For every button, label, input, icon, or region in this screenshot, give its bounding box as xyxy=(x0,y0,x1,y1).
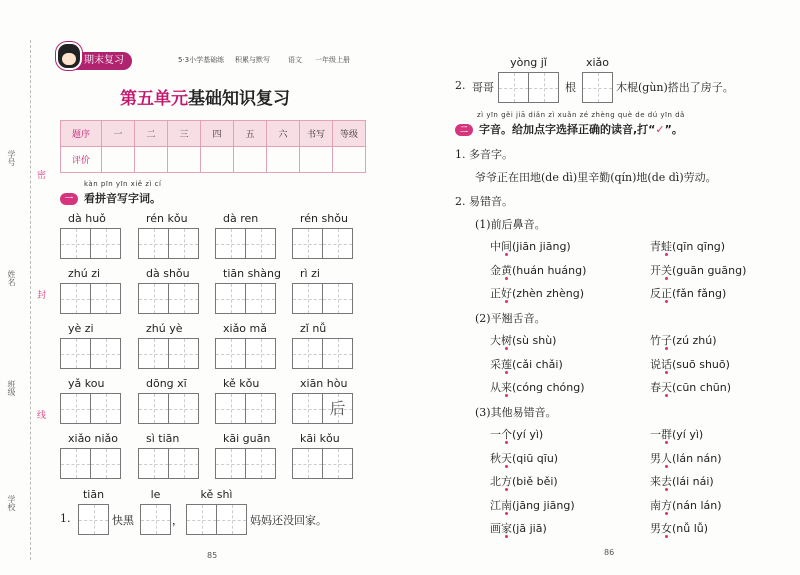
emphasis-dot-icon xyxy=(505,394,508,397)
sentence-text-3: 妈妈还没回家。 xyxy=(250,514,327,527)
pinyin-options: (nǚ lǚ) xyxy=(672,522,709,535)
sub2-part2-title: (2)平翘舌音。 xyxy=(475,312,546,325)
pinyin-label: zhú yè xyxy=(146,322,183,335)
blank-pinyin: kě shì xyxy=(200,488,233,501)
writing-box[interactable] xyxy=(323,393,353,424)
pinyin-label: tiān shàng xyxy=(223,267,281,280)
emphasis-dot-icon xyxy=(505,300,508,303)
writing-box[interactable] xyxy=(292,338,323,369)
q2-text-2: 根 xyxy=(565,81,576,94)
pinyin-word-item xyxy=(292,377,353,424)
pinyin-label: zǐ nǚ xyxy=(300,322,327,335)
pinyin-options: (lán nán) xyxy=(672,451,722,465)
word-characters: 江南 xyxy=(490,498,512,512)
section1-heading xyxy=(60,190,161,206)
pinyin-label: sì tiān xyxy=(146,432,180,445)
score-input-cell[interactable] xyxy=(234,147,267,173)
pinyin-word-item xyxy=(215,212,276,259)
gutter-label-student-id: 学号 xyxy=(7,150,16,166)
pinyin-word-item xyxy=(292,267,353,314)
writing-box[interactable] xyxy=(292,393,323,424)
pinyin-options: (qīn qīng) xyxy=(672,240,726,253)
writing-box[interactable] xyxy=(169,448,199,479)
pronunciation-choice-item[interactable] xyxy=(490,473,558,489)
writing-box[interactable] xyxy=(215,338,246,369)
emphasis-dot-icon xyxy=(505,488,508,491)
score-input-cell[interactable] xyxy=(201,147,234,173)
word-characters: 从来 xyxy=(490,381,512,394)
pinyin-label: rì zi xyxy=(300,267,320,280)
pinyin-options: (jiān jiāng) xyxy=(512,240,571,253)
pinyin-label: kāi kǒu xyxy=(300,432,340,445)
writing-box[interactable] xyxy=(323,338,353,369)
pinyin-label: kě kǒu xyxy=(223,377,260,390)
header-series: 5·3小学基础练 xyxy=(178,56,225,64)
page-number-right: 86 xyxy=(604,548,615,557)
writing-box[interactable] xyxy=(60,393,91,424)
word-characters: 采莲 xyxy=(490,357,512,371)
emphasis-dot-icon xyxy=(505,347,508,350)
gutter-label-name: 姓名 xyxy=(7,270,16,286)
pronunciation-choice-item[interactable] xyxy=(490,262,586,278)
header-grade: 一年级上册 xyxy=(315,56,350,64)
pinyin-word-item xyxy=(60,377,121,424)
header-topic: 积累与默写 xyxy=(235,56,270,64)
score-header-cell: 等级 xyxy=(333,121,366,147)
writing-box[interactable] xyxy=(323,448,353,479)
pronunciation-choice-item[interactable] xyxy=(650,238,725,254)
pinyin-label: yè zi xyxy=(68,322,94,335)
emphasis-dot-icon xyxy=(665,441,668,444)
writing-box[interactable] xyxy=(60,338,91,369)
emphasis-dot-icon xyxy=(665,512,668,515)
word-characters: 北方 xyxy=(490,475,512,488)
emphasis-dot-icon xyxy=(505,441,508,444)
title-unit: 第五单元 xyxy=(120,89,188,109)
pronunciation-choice-item[interactable] xyxy=(490,332,556,348)
pinyin-options: (cūn chūn) xyxy=(672,381,732,394)
blank-pinyin: xiǎo xyxy=(585,56,610,69)
word-characters: 秋天 xyxy=(490,451,512,465)
writing-box[interactable] xyxy=(498,72,529,103)
score-header-cell: 书写 xyxy=(300,121,333,147)
pinyin-word-item xyxy=(138,267,199,314)
pronunciation-choice-item[interactable] xyxy=(650,262,746,278)
pinyin-label: rén shǒu xyxy=(300,212,348,225)
gutter-label-class: 班级 xyxy=(7,380,16,396)
pronunciation-choice-item[interactable] xyxy=(650,379,731,395)
sentence-number: 1. xyxy=(60,512,71,525)
pinyin-word-item xyxy=(60,267,121,314)
pinyin-options: (yí yì) xyxy=(512,428,544,441)
pinyin-options: (huán huáng) xyxy=(512,263,587,277)
writing-box[interactable] xyxy=(91,448,121,479)
pinyin-word-item xyxy=(215,322,276,369)
sentence-text-1: 快黑 xyxy=(112,514,134,527)
score-header-cell: 五 xyxy=(234,121,267,147)
writing-box[interactable] xyxy=(246,448,276,479)
word-characters: 来去 xyxy=(650,475,672,488)
writing-box[interactable] xyxy=(323,283,353,314)
writing-box[interactable] xyxy=(529,72,559,103)
binding-line xyxy=(30,40,31,560)
pinyin-label: xiǎo niǎo xyxy=(68,432,119,445)
gutter-mark-line: 线 xyxy=(35,410,45,419)
score-input-cell[interactable] xyxy=(102,147,135,173)
writing-box[interactable] xyxy=(140,504,171,535)
sub2-title: 2. 易错音。 xyxy=(455,195,513,208)
pronunciation-choice-item[interactable] xyxy=(490,356,563,372)
pinyin-label: kāi guān xyxy=(223,432,271,445)
writing-box[interactable] xyxy=(246,283,276,314)
writing-box[interactable] xyxy=(292,228,323,259)
pinyin-word-item xyxy=(215,267,281,314)
mascot-icon xyxy=(56,42,82,70)
section2-pinyin: zì yīn gěi jiā diǎn zì xuǎn zé zhèng què de dú yīn dǎ xyxy=(477,111,685,119)
score-header-cell: 三 xyxy=(168,121,201,147)
score-table xyxy=(60,120,366,173)
writing-box[interactable] xyxy=(138,283,169,314)
word-characters: 一个 xyxy=(490,428,512,441)
score-header-cell: 题序 xyxy=(61,121,102,147)
writing-box[interactable] xyxy=(169,393,199,424)
q2-number: 2. xyxy=(455,79,466,92)
pinyin-label: zhú zi xyxy=(68,267,101,280)
writing-box[interactable] xyxy=(91,283,121,314)
emphasis-dot-icon xyxy=(665,300,668,303)
writing-box[interactable] xyxy=(60,228,91,259)
score-header-cell: 二 xyxy=(135,121,168,147)
writing-box[interactable] xyxy=(215,448,246,479)
pinyin-label: yǎ kou xyxy=(68,377,105,390)
writing-box[interactable] xyxy=(138,393,169,424)
writing-box[interactable] xyxy=(215,228,246,259)
emphasis-dot-icon xyxy=(505,535,508,538)
pinyin-word-item xyxy=(60,432,121,479)
writing-box[interactable] xyxy=(246,228,276,259)
writing-box[interactable] xyxy=(91,228,121,259)
emphasis-dot-icon xyxy=(665,277,668,280)
score-input-cell[interactable] xyxy=(300,147,333,173)
writing-box[interactable] xyxy=(215,283,246,314)
q2-text-1: 哥哥 xyxy=(472,81,494,94)
writing-box[interactable] xyxy=(60,448,91,479)
pinyin-word-item xyxy=(292,212,353,259)
writing-box[interactable] xyxy=(169,338,199,369)
pinyin-word-item xyxy=(138,377,199,424)
writing-box[interactable] xyxy=(217,504,247,535)
section1-number: 一 xyxy=(60,193,78,205)
score-row-label: 评价 xyxy=(61,147,102,173)
section2-title-end: ”。 xyxy=(664,123,683,136)
pronunciation-choice-item[interactable] xyxy=(490,497,575,513)
pronunciation-choice-item[interactable] xyxy=(650,520,708,536)
pinyin-label: rén kǒu xyxy=(146,212,188,225)
section2-number: 二 xyxy=(455,124,473,136)
sentence-text-2: ， xyxy=(172,514,183,527)
pinyin-options: (guān guāng) xyxy=(672,263,747,277)
sub1-title: 1. 多音字。 xyxy=(455,148,513,161)
pinyin-label: dà ren xyxy=(223,212,259,225)
section2-title: 字音。给加点字选择正确的读音,打“ xyxy=(479,123,656,136)
emphasis-dot-icon xyxy=(665,488,668,491)
word-characters: 开关 xyxy=(650,263,672,277)
word-characters: 中间 xyxy=(490,240,512,253)
pinyin-options: (biě běi) xyxy=(512,475,558,488)
score-input-cell[interactable] xyxy=(267,147,300,173)
sentence-blank-3 xyxy=(186,488,247,535)
emphasis-dot-icon xyxy=(505,465,508,468)
q2-blank-1 xyxy=(498,56,559,103)
emphasis-dot-icon xyxy=(665,347,668,350)
sub2-part3-title: (3)其他易错音。 xyxy=(475,406,557,419)
pronunciation-choice-item[interactable] xyxy=(650,450,722,466)
pinyin-word-item xyxy=(138,432,199,479)
pronunciation-choice-item[interactable] xyxy=(490,238,571,254)
emphasis-dot-icon xyxy=(505,371,508,374)
pronunciation-choice-item[interactable] xyxy=(490,450,558,466)
section1-title: 看拼音写字词。 xyxy=(84,192,161,205)
writing-box[interactable] xyxy=(60,283,91,314)
q2-text-3: 木棍(gùn)搭出了房子。 xyxy=(616,81,734,94)
writing-box[interactable] xyxy=(582,72,613,103)
right-page xyxy=(400,0,800,575)
writing-box[interactable] xyxy=(169,283,199,314)
pinyin-label: dà shǒu xyxy=(146,267,190,280)
pinyin-options: (qiū qīu) xyxy=(512,451,559,465)
blank-pinyin: yòng jǐ xyxy=(510,56,547,69)
word-characters: 画家 xyxy=(490,522,512,535)
writing-box[interactable] xyxy=(186,504,217,535)
pinyin-options: (yí yì) xyxy=(672,428,704,441)
word-characters: 男女 xyxy=(650,522,672,535)
section1-pinyin: kàn pīn yīn xiě zì cí xyxy=(84,180,162,188)
pronunciation-choice-item[interactable] xyxy=(650,497,722,513)
writing-box[interactable] xyxy=(91,338,121,369)
writing-box[interactable] xyxy=(169,228,199,259)
writing-box[interactable] xyxy=(138,338,169,369)
blank-pinyin: le xyxy=(150,488,161,501)
word-characters: 正好 xyxy=(490,287,512,300)
word-characters: 南方 xyxy=(650,498,672,512)
pronunciation-choice-item[interactable] xyxy=(650,356,730,372)
word-characters: 大树 xyxy=(490,334,512,347)
pinyin-word-item xyxy=(60,322,121,369)
checkmark-icon: ✓ xyxy=(655,123,665,136)
pinyin-word-item xyxy=(292,322,353,369)
writing-box[interactable] xyxy=(215,393,246,424)
gutter-mark-seal-2: 封 xyxy=(35,290,45,299)
pronunciation-choice-item[interactable] xyxy=(490,379,585,395)
emphasis-dot-icon xyxy=(665,371,668,374)
pinyin-options: (fǎn fǎng) xyxy=(672,287,727,300)
header-subject: 语文 xyxy=(288,56,302,64)
sentence-blank-2 xyxy=(140,488,171,535)
writing-box[interactable] xyxy=(246,338,276,369)
pinyin-label: xiān hòu xyxy=(300,377,348,390)
title-text: 基础知识复习 xyxy=(188,89,290,109)
pinyin-options: (lái nái) xyxy=(672,475,714,488)
pronunciation-choice-item[interactable] xyxy=(490,426,543,442)
writing-box[interactable] xyxy=(138,228,169,259)
pinyin-word-item xyxy=(292,432,353,479)
review-badge: 期末复习 xyxy=(60,52,132,70)
q2-blank-2 xyxy=(582,56,613,103)
emphasis-dot-icon xyxy=(665,253,668,256)
pinyin-options: (sù shù) xyxy=(512,334,557,347)
pinyin-word-item xyxy=(138,322,199,369)
emphasis-dot-icon xyxy=(665,394,668,397)
word-characters: 竹子 xyxy=(650,334,672,347)
section2-heading xyxy=(455,121,683,137)
pronunciation-choice-item[interactable] xyxy=(650,426,703,442)
score-input-cell[interactable] xyxy=(168,147,201,173)
writing-box[interactable] xyxy=(78,504,109,535)
emphasis-dot-icon xyxy=(665,535,668,538)
pronunciation-choice-item[interactable] xyxy=(490,520,547,536)
pinyin-word-item xyxy=(215,377,276,424)
prefilled-character: 后 xyxy=(329,399,346,418)
word-characters: 金黄 xyxy=(490,263,512,277)
emphasis-dot-icon xyxy=(665,465,668,468)
pinyin-word-item xyxy=(215,432,276,479)
pronunciation-choice-item[interactable] xyxy=(650,285,726,301)
page-title xyxy=(120,84,290,109)
emphasis-dot-icon xyxy=(505,253,508,256)
pinyin-options: (suō shuō) xyxy=(672,357,730,371)
score-header-cell: 六 xyxy=(267,121,300,147)
word-characters: 说话 xyxy=(650,357,672,371)
pinyin-label: xiǎo mǎ xyxy=(223,322,267,335)
word-characters: 反正 xyxy=(650,287,672,300)
word-characters: 青蛙 xyxy=(650,240,672,253)
gutter-mark-seal: 密 xyxy=(35,170,45,179)
pronunciation-choice-item[interactable] xyxy=(650,332,717,348)
score-header-cell: 一 xyxy=(102,121,135,147)
sentence-blank-1 xyxy=(78,488,109,535)
pinyin-options: (cǎi chǎi) xyxy=(512,357,563,371)
score-header-cell: 四 xyxy=(201,121,234,147)
word-characters: 男人 xyxy=(650,451,672,465)
pinyin-options: (zú zhú) xyxy=(672,334,717,347)
sub2-part1-title: (1)前后鼻音。 xyxy=(475,218,546,231)
writing-box[interactable] xyxy=(292,283,323,314)
pinyin-word-item xyxy=(138,212,199,259)
page-number-left: 85 xyxy=(207,551,218,560)
score-input-cell[interactable] xyxy=(333,147,366,173)
writing-box[interactable] xyxy=(91,393,121,424)
pinyin-label: dōng xī xyxy=(146,377,187,390)
gutter-label-school: 学校 xyxy=(7,495,16,511)
blank-pinyin: tiān xyxy=(82,488,105,501)
writing-box[interactable] xyxy=(138,448,169,479)
pinyin-options: (cóng chóng) xyxy=(512,381,585,394)
sub1-sentence: 爷爷正在田地(de dì)里辛勤(qín)地(de dì)劳动。 xyxy=(475,171,717,184)
emphasis-dot-icon xyxy=(505,277,508,280)
emphasis-dot-icon xyxy=(505,512,508,515)
writing-box[interactable] xyxy=(292,448,323,479)
pinyin-label: dà huǒ xyxy=(68,212,106,225)
pinyin-options: (jāng jiāng) xyxy=(512,498,575,512)
pronunciation-choice-item[interactable] xyxy=(490,285,584,301)
pinyin-options: (zhèn zhèng) xyxy=(512,287,585,300)
word-characters: 一群 xyxy=(650,428,672,441)
writing-box[interactable] xyxy=(246,393,276,424)
pronunciation-choice-item[interactable] xyxy=(650,473,714,489)
pinyin-options: (nán lán) xyxy=(672,498,722,512)
pinyin-options: (jā jiā) xyxy=(512,522,547,535)
pinyin-word-item xyxy=(60,212,121,259)
score-input-cell[interactable] xyxy=(135,147,168,173)
word-characters: 春天 xyxy=(650,381,672,394)
writing-box[interactable] xyxy=(323,228,353,259)
